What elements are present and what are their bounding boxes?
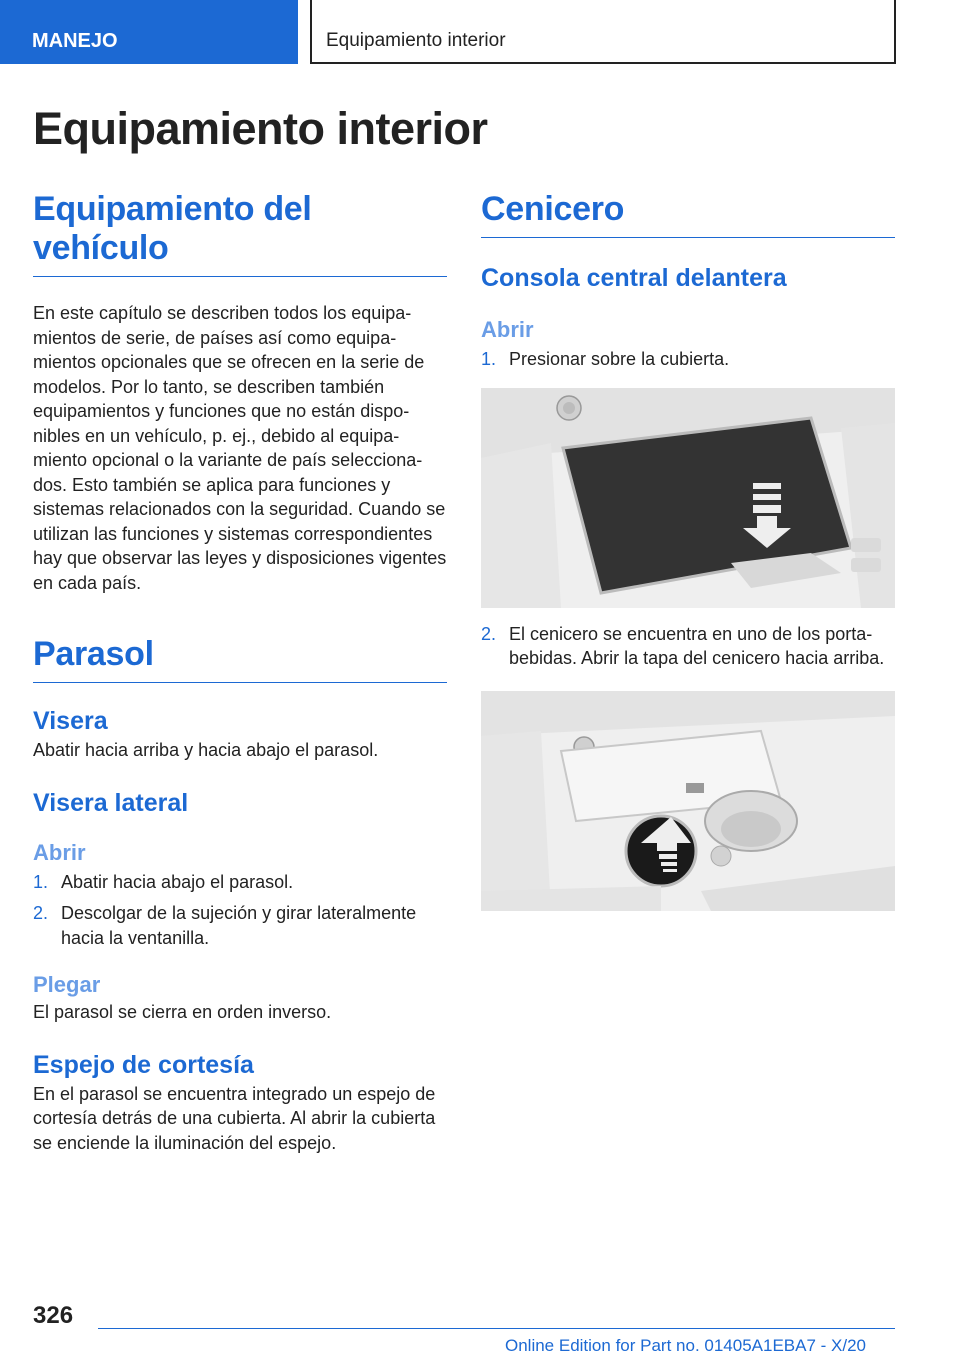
step-text: Abatir hacia abajo el parasol.: [61, 871, 294, 892]
knob-center: [563, 402, 575, 414]
console-cover-illustration: [481, 388, 895, 608]
header-chapter-box: [310, 0, 896, 64]
step-text: Presionar sobre la cubierta.: [509, 349, 730, 369]
step-number: 1.: [481, 349, 497, 369]
visera-heading: Visera: [33, 707, 108, 735]
espejo-paragraph: En el parasol se encuentra integrado un espejo de cortesía detrás de una cubierta. Al abrir la cubierta se enciende la iluminación del espejo.: [33, 1083, 436, 1153]
cupholder-right-well: [721, 811, 781, 847]
visera-lateral-heading: Visera lateral: [33, 788, 189, 817]
parasol-heading: Parasol: [33, 635, 447, 683]
page-title: Equipamiento interior: [33, 103, 488, 154]
plegar-heading: Plegar: [33, 972, 101, 997]
cenicero-step-2: [481, 622, 895, 671]
equipment-paragraph: En este capítulo se describen todos los equipamientos de serie, de países así como equipamientos opcionales que se ofrecen en la serie de modelos. Por lo tanto, se describen también equipamientos y funciones que no están disponibles en un vehículo, p. ej., debido al equipamiento opcional o la variante de país seleccionados. Esto también se aplica para funciones y sistemas relacionados con la seguridad. Cuando se utilizan las funciones y sistemas correspondientes hay que observar las leyes y disposiciones vigentes en cada país.: [33, 303, 447, 593]
plegar-paragraph: El parasol se cierra en orden inverso.: [33, 1002, 332, 1022]
usb-port-icon: [686, 783, 704, 793]
header-section-label: MANEJO: [32, 30, 118, 52]
header-section-tab: [0, 0, 298, 64]
abrir-heading-left: Abrir: [33, 839, 86, 865]
left-column: [33, 190, 447, 1155]
list-item: [481, 622, 895, 671]
footer-edition: Online Edition for Part no. 01405A1EBA7 - X/20: [505, 1336, 867, 1355]
consola-heading: Consola central delantera: [481, 264, 787, 292]
step-number: 2.: [33, 903, 49, 923]
console-button: [851, 538, 881, 552]
step-text: El cenicero se encuentra en uno de los portabebidas. Abrir la tapa del cenicero hacia arriba.: [509, 623, 885, 668]
header-chapter-label: Equipamiento interior: [326, 30, 506, 51]
page-number: 326: [33, 1302, 74, 1329]
step-number: 2.: [481, 623, 497, 644]
abrir-steps-left: [33, 870, 447, 951]
left-trim: [481, 731, 551, 911]
console-button: [851, 558, 881, 572]
cenicero-heading: Cenicero: [481, 190, 895, 238]
step-text: Descolgar de la sujeción y girar lateralmente hacia la ventanilla.: [61, 903, 417, 948]
console-button: [711, 846, 731, 866]
right-column: [481, 190, 895, 911]
equipment-heading: Equipamiento del vehículo: [33, 190, 447, 277]
list-item: [481, 347, 895, 372]
step-number: 1.: [33, 871, 49, 892]
left-trim: [481, 443, 561, 608]
visera-paragraph: Abatir hacia arriba y hacia abajo el parasol.: [33, 740, 379, 760]
espejo-heading: Espejo de cortesía: [33, 1050, 254, 1079]
list-item: [33, 901, 447, 950]
ashtray-cupholder-illustration: [481, 691, 895, 911]
abrir-heading-right: Abrir: [481, 317, 534, 342]
list-item: [33, 870, 447, 895]
footer-divider: [98, 1328, 895, 1329]
cenicero-step-1: [481, 347, 895, 372]
